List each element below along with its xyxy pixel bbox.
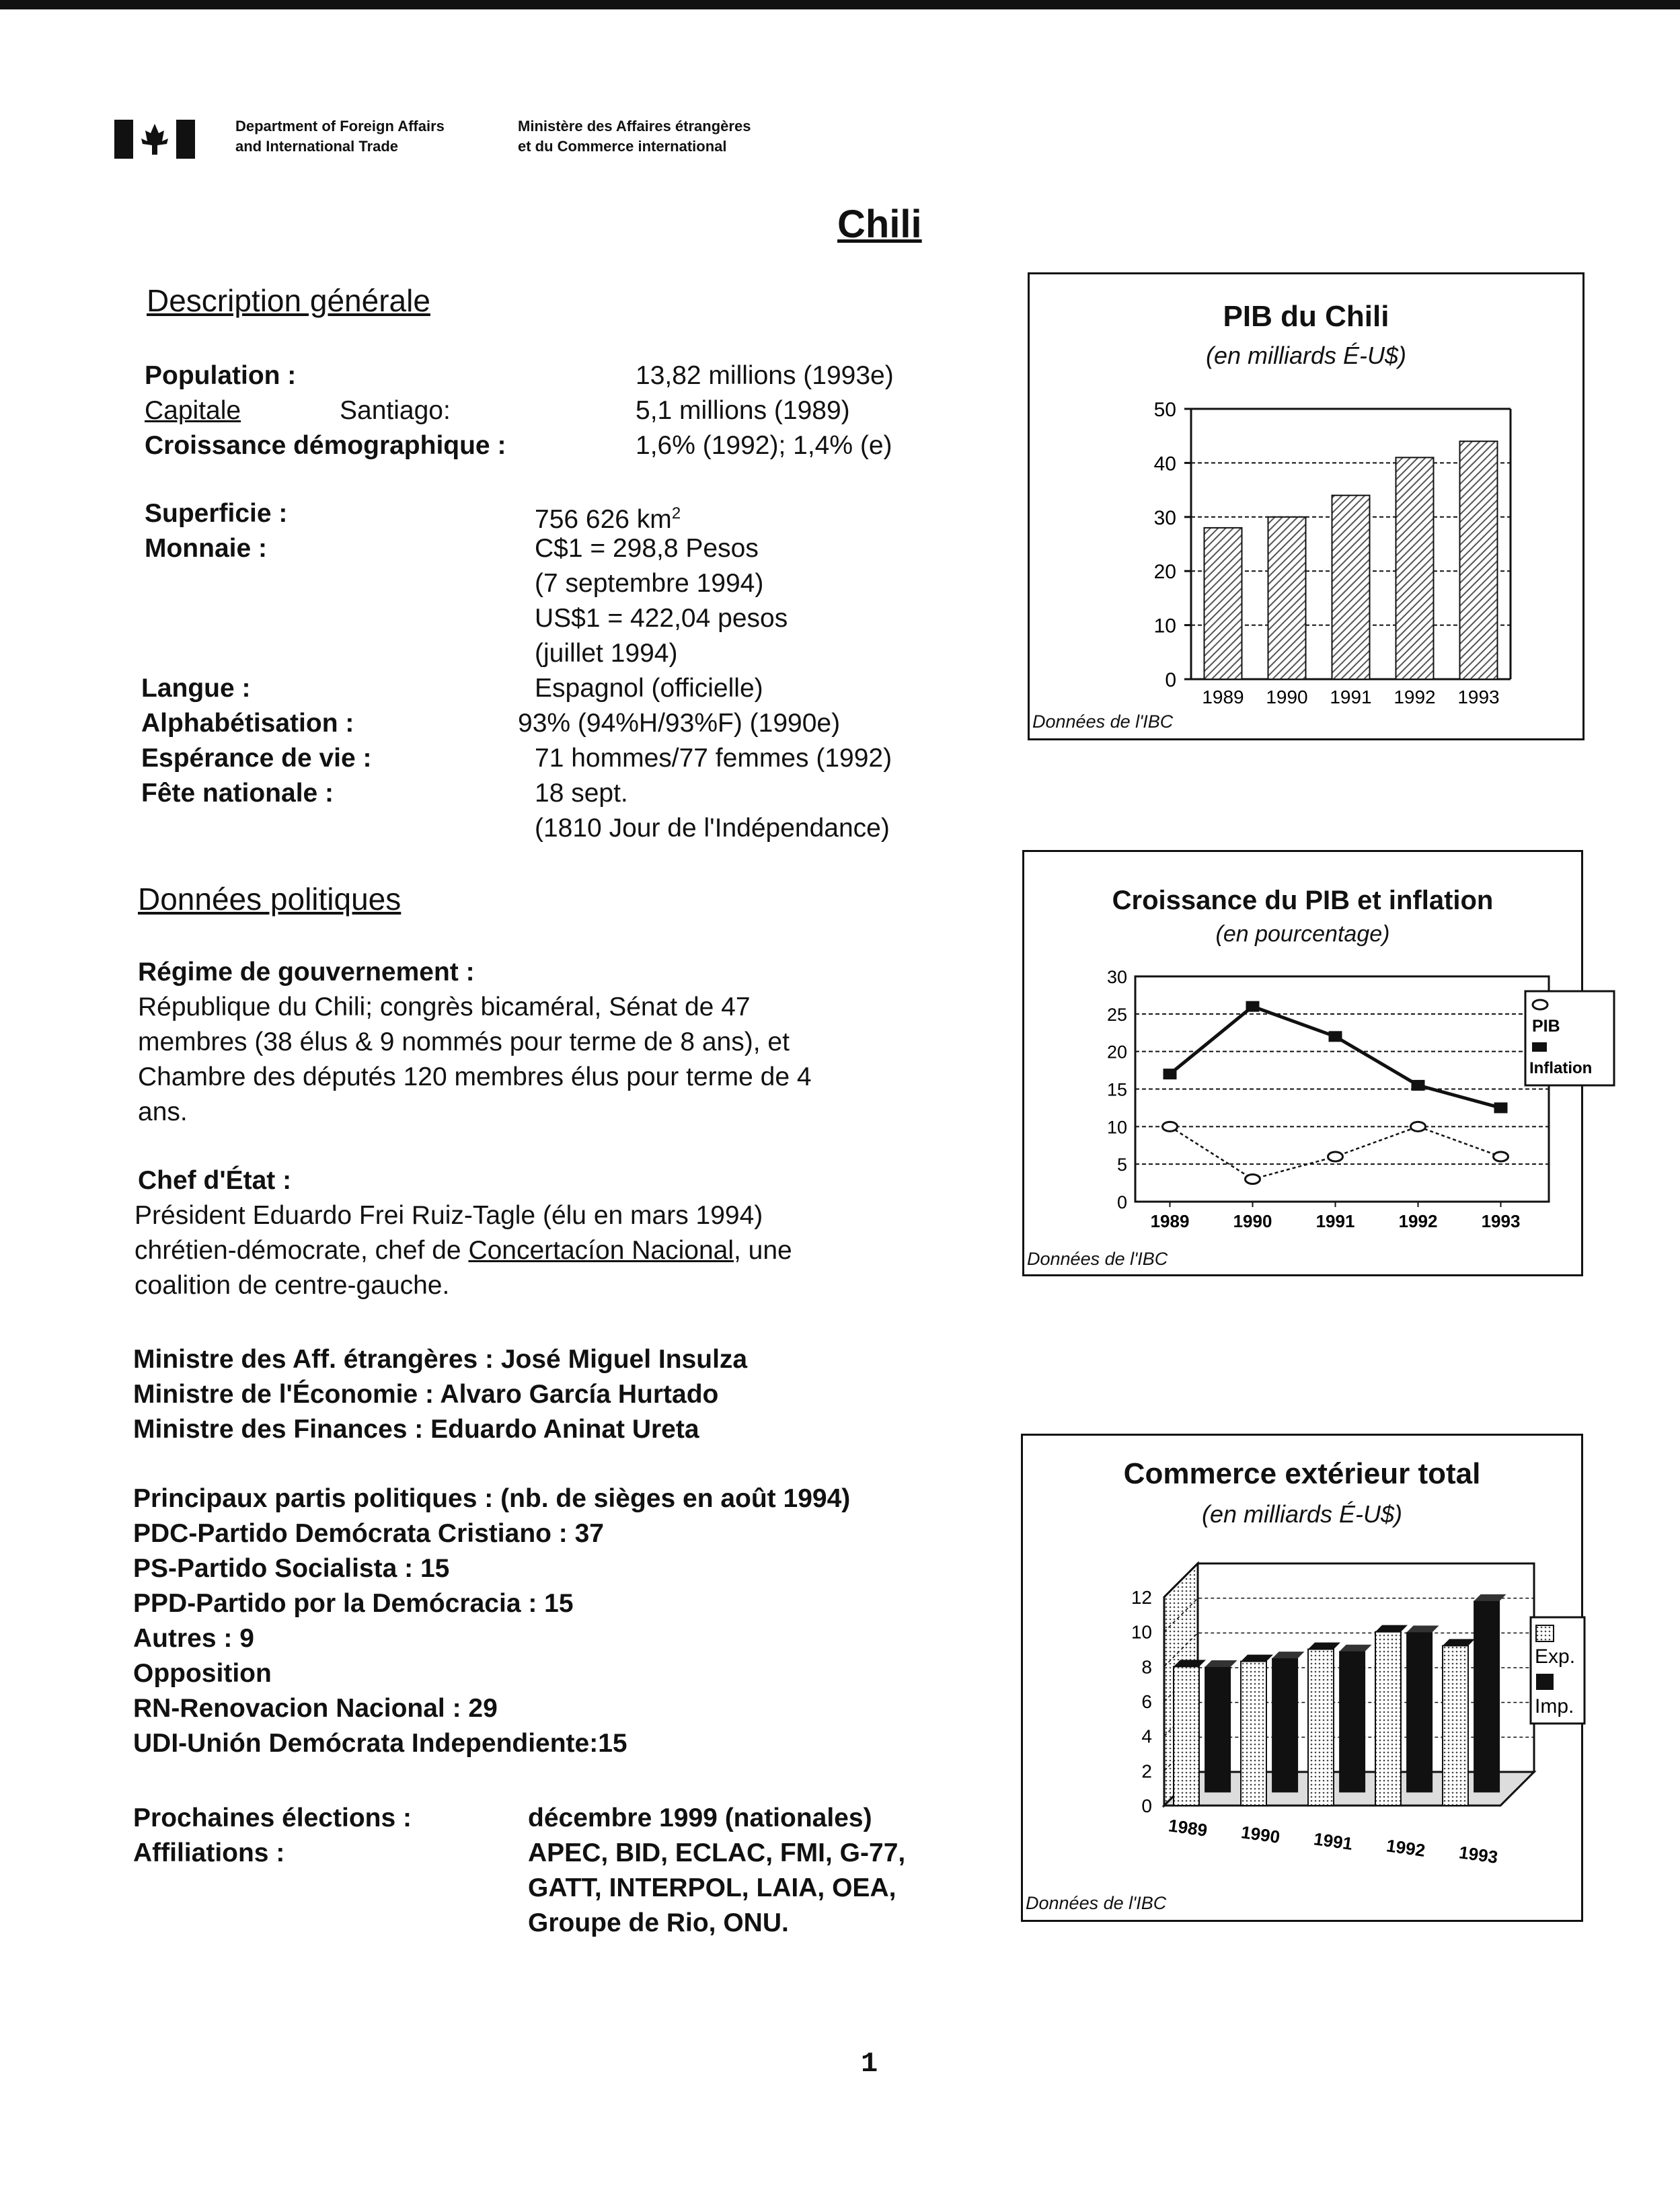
chart-title: Commerce extérieur total	[1123, 1457, 1481, 1490]
regime-line: membres (38 élus & 9 nommés pour terme de 8 ans), et	[138, 1028, 790, 1056]
esperance-label: Espérance de vie :	[141, 744, 372, 773]
y-tick-label: 30	[1153, 506, 1176, 529]
monnaie-line: (juillet 1994)	[535, 639, 678, 668]
y-tick-label: 8	[1141, 1656, 1152, 1678]
chart-source: Données de l'IBC	[1026, 1893, 1167, 1913]
monnaie-line: US$1 = 422,04 pesos	[535, 604, 788, 633]
x-tick-label: 1991	[1312, 1828, 1354, 1854]
y-tick-label: 5	[1116, 1155, 1127, 1175]
alphabetisation-value: 93% (94%H/93%F) (1990e)	[518, 709, 841, 738]
elections-label: Prochaines élections :	[133, 1804, 412, 1832]
population-value: 13,82 millions (1993e)	[636, 361, 894, 390]
y-tick-label: 10	[1131, 1621, 1152, 1643]
y-tick-label: 4	[1141, 1726, 1152, 1747]
ministre-item: Ministre des Aff. étrangères : José Miguel Insulza	[133, 1345, 748, 1374]
y-tick-label: 0	[1116, 1192, 1127, 1212]
point-inflation	[1246, 1001, 1260, 1012]
ministres-list	[133, 1342, 747, 1447]
alphabetisation-label: Alphabétisation :	[141, 709, 354, 738]
bar-imp	[1205, 1667, 1231, 1792]
regime-label: Régime de gouvernement :	[138, 958, 475, 986]
x-tick-label: 1990	[1266, 687, 1308, 707]
dept-fr-line1: Ministère des Affaires étrangères	[518, 118, 751, 134]
x-tick-label: 1992	[1393, 687, 1436, 707]
chart-source: Données de l'IBC	[1032, 711, 1174, 732]
regime-text	[138, 990, 812, 1130]
fete-label: Fête nationale :	[141, 779, 334, 808]
affiliations-line: GATT, INTERPOL, LAIA, OEA,	[528, 1873, 896, 1902]
ministre-item: Ministre des Finances : Eduardo Aninat Ureta	[133, 1415, 699, 1444]
legend-marker-pib	[1533, 1000, 1548, 1009]
x-tick-label: 1993	[1457, 1842, 1499, 1867]
regime-line: ans.	[138, 1097, 188, 1126]
chart-pib	[1028, 272, 1584, 740]
legend-label-pib: PIB	[1532, 1017, 1560, 1036]
bar-exp	[1375, 1632, 1401, 1806]
capitale-city: Santiago:	[340, 396, 451, 425]
legend-label-imp: Imp.	[1535, 1695, 1574, 1717]
bar	[1460, 441, 1498, 679]
affiliations-label: Affiliations :	[133, 1838, 285, 1867]
point-pib	[1411, 1122, 1426, 1131]
legend-marker-exp	[1536, 1625, 1554, 1641]
chart-title: Croissance du PIB et inflation	[1112, 886, 1494, 915]
y-tick-label: 30	[1106, 967, 1127, 987]
monnaie-values	[535, 531, 788, 671]
regime-line: Chambre des députés 120 membres élus pour terme de 4	[138, 1062, 812, 1091]
langue-label: Langue :	[141, 674, 251, 703]
bar-exp	[1308, 1650, 1334, 1806]
section-heading-description: Description générale	[147, 283, 430, 318]
capitale-value: 5,1 millions (1989)	[636, 396, 850, 425]
population-label: Population :	[145, 361, 297, 390]
bar-imp	[1407, 1632, 1433, 1792]
chef-line2-post: , une	[734, 1236, 792, 1265]
chart-commerce	[1021, 1434, 1583, 1922]
bar-imp	[1474, 1601, 1500, 1792]
superficie-superscript: 2	[671, 504, 681, 522]
croissance-value: 1,6% (1992); 1,4% (e)	[636, 431, 892, 460]
fete-line: (1810 Jour de l'Indépendance)	[535, 814, 890, 843]
legend-label-exp: Exp.	[1535, 1645, 1576, 1668]
legend-marker-imp	[1536, 1674, 1554, 1690]
page-title: Chili	[837, 202, 922, 246]
chart-pib-plot	[1030, 274, 1582, 738]
x-tick-label: 1992	[1385, 1835, 1426, 1861]
fete-values	[535, 776, 890, 846]
y-tick-label: 20	[1106, 1042, 1127, 1062]
partis-item: RN-Renovacion Nacional : 29	[133, 1694, 498, 1723]
bar-exp	[1443, 1645, 1468, 1806]
chart-subtitle: (en milliards É-U$)	[1201, 1500, 1403, 1528]
bar-imp	[1272, 1658, 1298, 1792]
chef-line: Président Eduardo Frei Ruiz-Tagle (élu en mars 1994)	[135, 1201, 763, 1230]
point-inflation	[1329, 1031, 1342, 1042]
chef-line2-pre: chrétien-démocrate, chef de	[135, 1236, 469, 1265]
y-tick-label: 20	[1153, 561, 1176, 584]
elections-value: décembre 1999 (nationales)	[528, 1804, 872, 1832]
x-tick-label: 1989	[1167, 1815, 1209, 1841]
partis-item: Autres : 9	[133, 1624, 254, 1653]
bar	[1205, 528, 1242, 679]
bar	[1332, 496, 1370, 679]
dept-fr-line2: et du Commerce international	[518, 138, 727, 155]
y-tick-label: 50	[1153, 399, 1176, 421]
legend-label-inflation: Inflation	[1529, 1059, 1593, 1077]
bar-exp	[1241, 1662, 1266, 1806]
fete-line: 18 sept.	[535, 779, 628, 808]
scan-top-border	[0, 0, 1680, 9]
y-tick-label: 0	[1165, 669, 1176, 691]
dept-en-line2: and International Trade	[235, 138, 399, 155]
point-inflation	[1163, 1069, 1177, 1079]
x-tick-label: 1990	[1233, 1211, 1272, 1231]
chart-croissance-plot	[1024, 852, 1593, 1274]
chef-label: Chef d'État :	[138, 1166, 292, 1195]
partis-item: PPD-Partido por la Demócracia : 15	[133, 1589, 574, 1618]
point-inflation	[1412, 1080, 1425, 1091]
x-tick-label: 1989	[1150, 1211, 1190, 1231]
x-tick-label: 1993	[1457, 687, 1500, 707]
y-tick-label: 0	[1141, 1795, 1152, 1816]
point-pib	[1328, 1152, 1343, 1161]
langue-value: Espagnol (officielle)	[535, 674, 763, 703]
y-tick-label: 25	[1106, 1004, 1127, 1025]
point-pib	[1163, 1122, 1178, 1131]
y-tick-label: 10	[1153, 615, 1176, 637]
affiliations-line: Groupe de Rio, ONU.	[528, 1908, 789, 1937]
affiliations-values	[528, 1836, 905, 1941]
x-tick-label: 1991	[1315, 1211, 1355, 1231]
legend-marker-inflation	[1532, 1042, 1547, 1052]
monnaie-line: (7 septembre 1994)	[535, 569, 764, 598]
capitale-label: Capitale	[145, 396, 241, 425]
partis-item: UDI-Unión Demócrata Independiente:15	[133, 1729, 627, 1758]
chart-commerce-plot	[1023, 1436, 1581, 1920]
point-pib	[1246, 1175, 1260, 1184]
x-tick-label: 1989	[1202, 687, 1244, 707]
chef-text	[135, 1198, 792, 1303]
canada-flag-icon	[114, 120, 195, 159]
bar	[1396, 457, 1434, 679]
affiliations-line: APEC, BID, ECLAC, FMI, G-77,	[528, 1838, 906, 1867]
partis-item: Opposition	[133, 1659, 272, 1688]
x-tick-label: 1992	[1398, 1211, 1438, 1231]
dept-name-en	[235, 116, 445, 157]
page-number: 1	[861, 2048, 878, 2080]
regime-line: République du Chili; congrès bicaméral, Sénat de 47	[138, 993, 751, 1021]
partis-item: Principaux partis politiques : (nb. de sièges en août 1994)	[133, 1484, 851, 1513]
x-tick-label: 1993	[1481, 1211, 1521, 1231]
series-line-inflation	[1170, 1007, 1501, 1108]
chef-line	[135, 1233, 792, 1268]
concertacion-link: Concertacíon Nacional	[468, 1236, 734, 1265]
y-tick-label: 2	[1141, 1760, 1152, 1782]
y-tick-label: 6	[1141, 1691, 1152, 1712]
esperance-value: 71 hommes/77 femmes (1992)	[535, 744, 892, 773]
y-tick-label: 15	[1106, 1079, 1127, 1100]
partis-item: PS-Partido Socialista : 15	[133, 1554, 450, 1583]
chart-subtitle: (en milliards É-U$)	[1205, 342, 1407, 369]
bar	[1268, 517, 1306, 679]
x-tick-label: 1990	[1239, 1822, 1281, 1847]
chart-subtitle: (en pourcentage)	[1215, 921, 1390, 947]
superficie-label: Superficie :	[145, 499, 288, 528]
chart-source: Données de l'IBC	[1027, 1249, 1168, 1269]
y-tick-label: 40	[1153, 453, 1176, 475]
point-inflation	[1494, 1102, 1508, 1113]
partis-list	[133, 1481, 850, 1761]
superficie-number: 756 626 km	[535, 505, 672, 534]
point-pib	[1494, 1152, 1509, 1161]
y-tick-label: 12	[1131, 1587, 1152, 1608]
monnaie-label: Monnaie :	[145, 534, 267, 563]
y-tick-label: 10	[1106, 1117, 1127, 1138]
x-tick-label: 1991	[1330, 687, 1372, 707]
chart-croissance	[1022, 850, 1593, 1276]
ministre-item: Ministre de l'Économie : Alvaro García Hurtado	[133, 1380, 719, 1409]
croissance-label: Croissance démographique :	[145, 431, 506, 460]
bar-imp	[1340, 1652, 1365, 1792]
chart-title: PIB du Chili	[1223, 300, 1389, 333]
bar-exp	[1174, 1666, 1199, 1806]
partis-item: PDC-Partido Demócrata Cristiano : 37	[133, 1519, 605, 1548]
dept-name-fr	[518, 116, 751, 157]
chef-line: coalition de centre-gauche.	[135, 1271, 450, 1300]
dept-en-line1: Department of Foreign Affairs	[235, 118, 445, 134]
monnaie-line: C$1 = 298,8 Pesos	[535, 534, 759, 563]
section-heading-politique: Données politiques	[138, 882, 402, 917]
